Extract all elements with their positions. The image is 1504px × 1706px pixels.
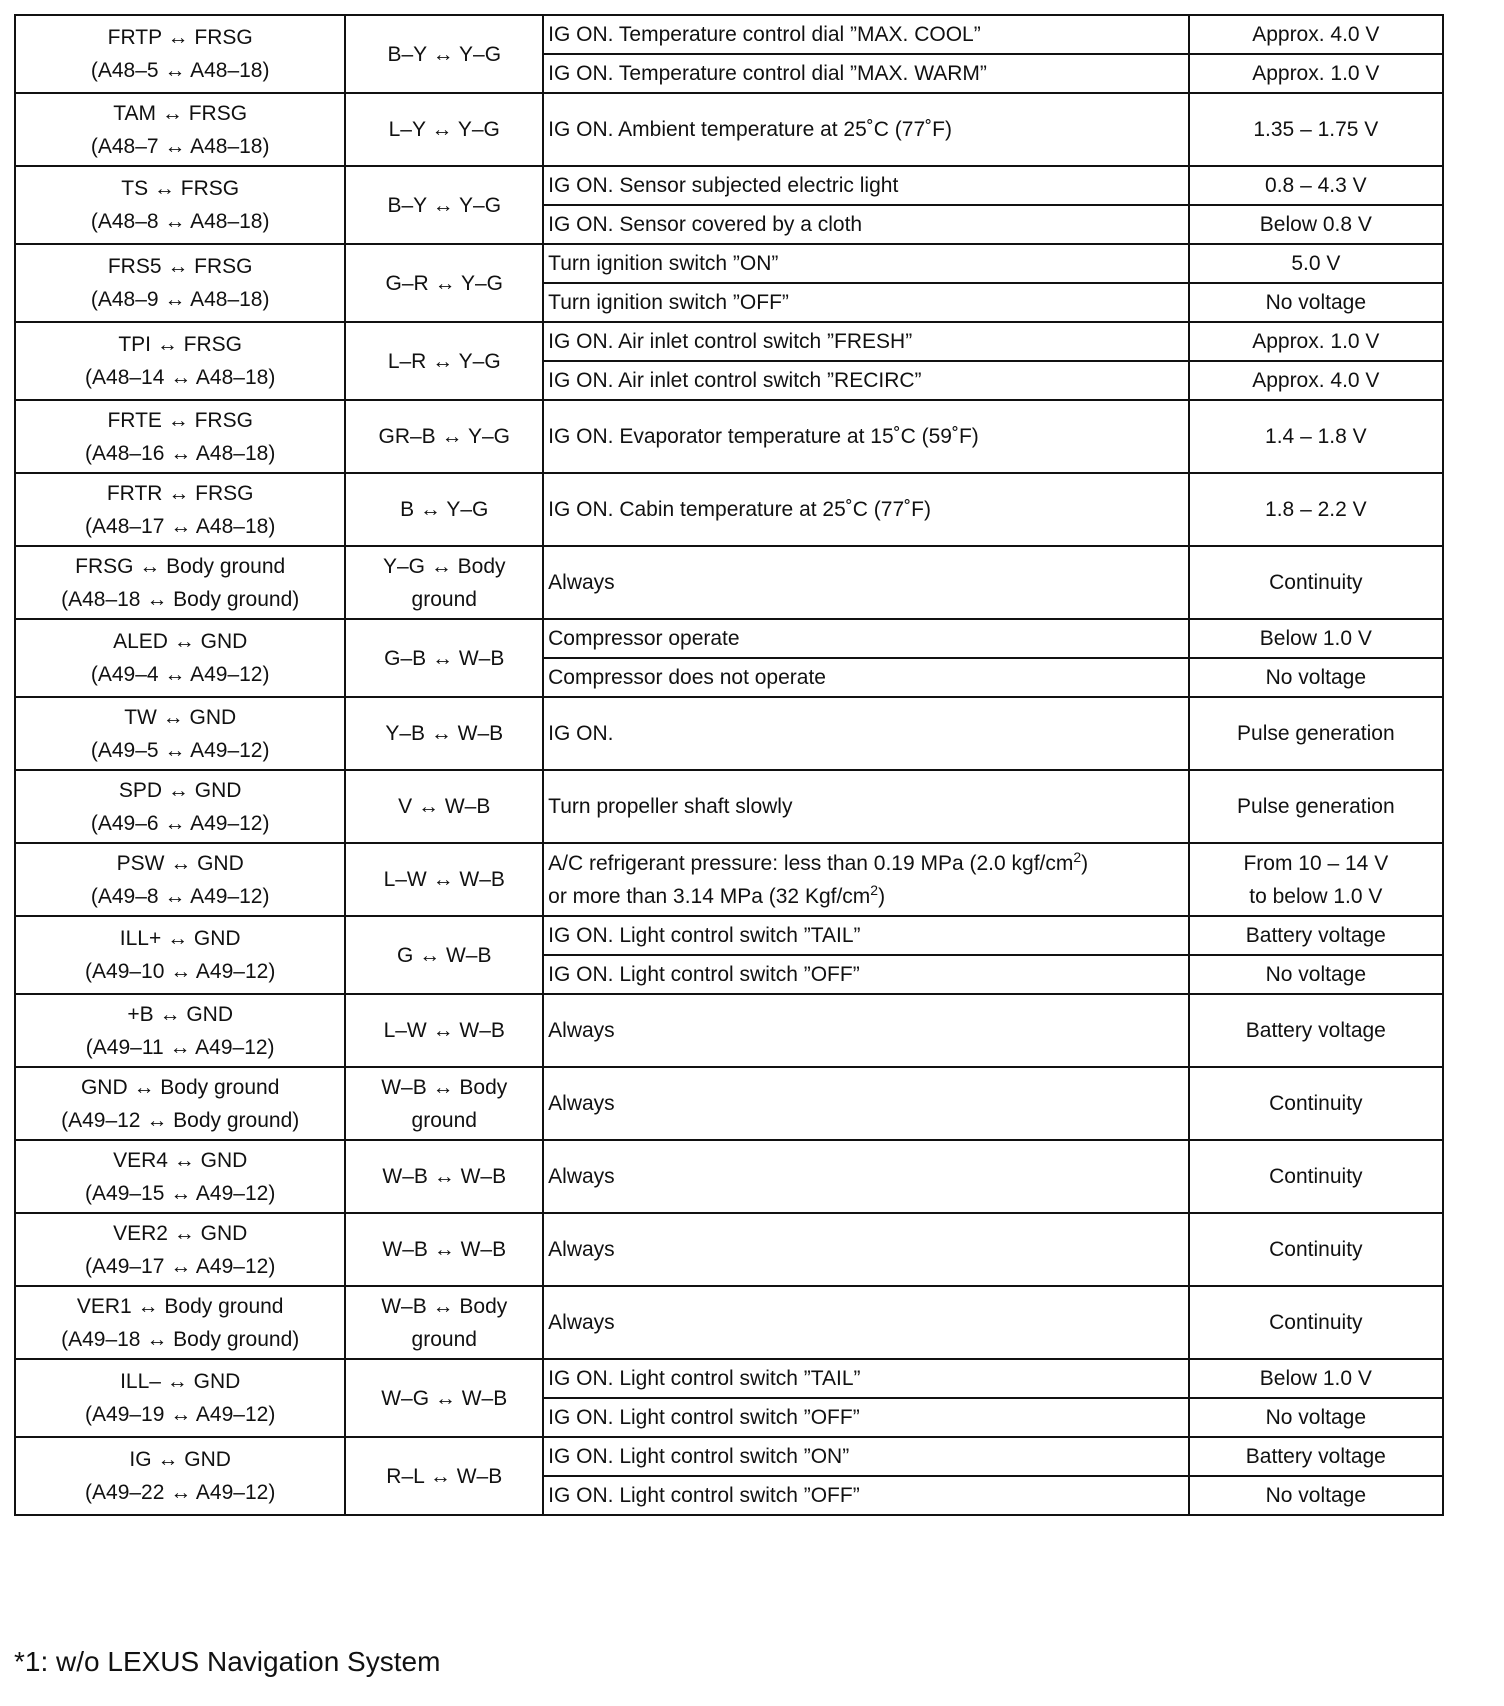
terminal-name: VER4 ↔ GND	[113, 1148, 248, 1172]
specified-condition-cell: Continuity	[1189, 1286, 1443, 1359]
terminal-name: FRSG ↔ Body ground	[75, 554, 286, 578]
specified-condition-cell: Continuity	[1189, 1213, 1443, 1286]
terminal-cell	[15, 400, 345, 473]
specified-condition-cell: 1.8 – 2.2 V	[1189, 473, 1443, 546]
terminal-voltage-table	[14, 14, 1444, 1516]
condition-text: or more than 3.14 MPa (32 Kgf/cm	[548, 884, 871, 908]
wire-color-cell: V ↔ W–B	[345, 770, 543, 843]
terminal-pins: (A49–11 ↔ A49–12)	[85, 1035, 275, 1059]
wire-color-cell: L–R ↔ Y–G	[345, 322, 543, 400]
condition-cell: IG ON. Light control switch ”OFF”	[543, 955, 1189, 994]
wire-color-cell: L–W ↔ W–B	[345, 994, 543, 1067]
condition-cell: Always	[543, 1286, 1189, 1359]
condition-cell: Turn ignition switch ”ON”	[543, 244, 1189, 283]
terminal-name: FRTE ↔ FRSG	[107, 408, 253, 432]
terminal-cell	[15, 166, 345, 244]
specified-condition-cell: Continuity	[1189, 546, 1443, 619]
wire-color-cell: B ↔ Y–G	[345, 473, 543, 546]
specified-condition-cell	[1189, 843, 1443, 916]
terminal-pins: (A48–9 ↔ A48–18)	[90, 288, 270, 311]
table-row	[15, 15, 1443, 54]
condition-cell: Always	[543, 1140, 1189, 1213]
wire-color-cell: G–B ↔ W–B	[345, 619, 543, 697]
condition-cell: IG ON. Light control switch ”OFF”	[543, 1398, 1189, 1437]
condition-line	[548, 847, 1184, 880]
specified-condition-cell: No voltage	[1189, 283, 1443, 322]
terminal-pins: (A48–16 ↔ A48–18)	[85, 441, 276, 465]
condition-cell: IG ON. Air inlet control switch ”FRESH”	[543, 322, 1189, 361]
terminal-name: SPD ↔ GND	[118, 778, 242, 802]
table-row	[15, 770, 1443, 843]
specified-condition-cell: Approx. 1.0 V	[1189, 54, 1443, 93]
terminal-cell	[15, 15, 345, 93]
table-row	[15, 1067, 1443, 1140]
condition-text: )	[878, 884, 886, 908]
terminal-name: TAM ↔ FRSG	[113, 101, 248, 125]
table-row	[15, 843, 1443, 916]
terminal-cell	[15, 1359, 345, 1437]
table-row	[15, 473, 1443, 546]
condition-text: A/C refrigerant pressure: less than 0.19 MPa (2.0 kgf/cm	[548, 851, 1074, 875]
specified-condition-cell: 1.4 – 1.8 V	[1189, 400, 1443, 473]
specified-condition-cell: No voltage	[1189, 955, 1443, 994]
wire-color-cell: Y–B ↔ W–B	[345, 697, 543, 770]
terminal-pins: (A49–17 ↔ A49–12)	[85, 1254, 276, 1278]
table-row	[15, 1437, 1443, 1476]
condition-cell: IG ON.	[543, 697, 1189, 770]
terminal-name: ILL– ↔ GND	[120, 1370, 241, 1393]
specified-condition-cell: Pulse generation	[1189, 770, 1443, 843]
terminal-cell	[15, 1140, 345, 1213]
superscript: 2	[870, 881, 879, 898]
terminal-name: GND ↔ Body ground	[80, 1075, 280, 1099]
condition-cell: Turn propeller shaft slowly	[543, 770, 1189, 843]
table-row	[15, 93, 1443, 166]
terminal-pins: (A48–5 ↔ A48–18)	[90, 59, 270, 82]
condition-cell: Turn ignition switch ”OFF”	[543, 283, 1189, 322]
terminal-cell	[15, 843, 345, 916]
condition-cell: Compressor does not operate	[543, 658, 1189, 697]
spec-line: to below 1.0 V	[1249, 884, 1383, 908]
terminal-pins: (A49–4 ↔ A49–12)	[90, 663, 270, 686]
table-row	[15, 1286, 1443, 1359]
table-row	[15, 1213, 1443, 1286]
condition-cell: Always	[543, 1067, 1189, 1140]
specified-condition-cell: Continuity	[1189, 1140, 1443, 1213]
spec-line: From 10 – 14 V	[1243, 851, 1389, 875]
terminal-pins: (A49–19 ↔ A49–12)	[85, 1403, 276, 1426]
condition-cell: Always	[543, 1213, 1189, 1286]
footnote: *1: w/o LEXUS Navigation System	[14, 1646, 441, 1677]
specified-condition-cell: Approx. 4.0 V	[1189, 361, 1443, 400]
specified-condition-cell: Below 1.0 V	[1189, 619, 1443, 658]
terminal-cell	[15, 546, 345, 619]
condition-cell: Always	[543, 546, 1189, 619]
specified-condition-cell: Approx. 4.0 V	[1189, 15, 1443, 54]
terminal-cell	[15, 770, 345, 843]
wire-color-cell: Y–G ↔ Body ground	[345, 546, 543, 619]
condition-cell: IG ON. Light control switch ”OFF”	[543, 1476, 1189, 1515]
specified-condition-cell: 1.35 – 1.75 V	[1189, 93, 1443, 166]
terminal-name: TS ↔ FRSG	[121, 177, 240, 200]
condition-cell: Compressor operate	[543, 619, 1189, 658]
specified-condition-cell: No voltage	[1189, 1476, 1443, 1515]
terminal-name: FRS5 ↔ FRSG	[107, 255, 253, 278]
terminal-pins: (A49–22 ↔ A49–12)	[85, 1481, 276, 1504]
terminal-pins: (A49–18 ↔ Body ground)	[61, 1327, 300, 1351]
terminal-name: IG ↔ GND	[129, 1448, 231, 1471]
specified-condition-cell: Approx. 1.0 V	[1189, 322, 1443, 361]
wire-color-cell: W–G ↔ W–B	[345, 1359, 543, 1437]
wire-color-cell: W–B ↔ Body ground	[345, 1067, 543, 1140]
terminal-pins: (A49–15 ↔ A49–12)	[85, 1181, 276, 1205]
terminal-pins: (A49–6 ↔ A49–12)	[90, 811, 270, 835]
wire-color-cell: G ↔ W–B	[345, 916, 543, 994]
terminal-name: ILL+ ↔ GND	[119, 927, 241, 950]
condition-cell: IG ON. Light control switch ”TAIL”	[543, 1359, 1189, 1398]
wire-color-cell: G–R ↔ Y–G	[345, 244, 543, 322]
terminal-pins: (A49–12 ↔ Body ground)	[61, 1108, 300, 1132]
superscript: 2	[1073, 848, 1082, 865]
terminal-cell	[15, 1437, 345, 1515]
terminal-pins: (A48–7 ↔ A48–18)	[90, 134, 270, 158]
table-row	[15, 322, 1443, 361]
terminal-cell	[15, 1213, 345, 1286]
terminal-name: VER1 ↔ Body ground	[76, 1294, 284, 1318]
table-row	[15, 244, 1443, 283]
specified-condition-cell: Continuity	[1189, 1067, 1443, 1140]
table-row	[15, 546, 1443, 619]
specified-condition-cell: Battery voltage	[1189, 916, 1443, 955]
condition-cell: IG ON. Light control switch ”ON”	[543, 1437, 1189, 1476]
condition-cell: IG ON. Sensor subjected electric light	[543, 166, 1189, 205]
terminal-cell	[15, 1286, 345, 1359]
terminal-cell	[15, 473, 345, 546]
condition-cell: Always	[543, 994, 1189, 1067]
condition-cell	[543, 843, 1189, 916]
terminal-name: FRTR ↔ FRSG	[106, 481, 254, 505]
condition-cell: IG ON. Ambient temperature at 25˚C (77˚F)	[543, 93, 1189, 166]
terminal-cell	[15, 244, 345, 322]
table-row	[15, 1359, 1443, 1398]
wire-color-cell: B–Y ↔ Y–G	[345, 15, 543, 93]
condition-cell: IG ON. Light control switch ”TAIL”	[543, 916, 1189, 955]
condition-cell: IG ON. Cabin temperature at 25˚C (77˚F)	[543, 473, 1189, 546]
terminal-name: PSW ↔ GND	[116, 851, 244, 875]
specified-condition-cell: Below 1.0 V	[1189, 1359, 1443, 1398]
specified-condition-cell: No voltage	[1189, 1398, 1443, 1437]
wire-color-cell: W–B ↔ Body ground	[345, 1286, 543, 1359]
terminal-name: ALED ↔ GND	[113, 630, 248, 653]
specified-condition-cell: 0.8 – 4.3 V	[1189, 166, 1443, 205]
condition-cell: IG ON. Temperature control dial ”MAX. COOL”	[543, 15, 1189, 54]
terminal-pins: (A49–10 ↔ A49–12)	[85, 960, 276, 983]
specified-condition-cell: Pulse generation	[1189, 697, 1443, 770]
condition-cell: IG ON. Sensor covered by a cloth	[543, 205, 1189, 244]
terminal-cell	[15, 619, 345, 697]
terminal-name: VER2 ↔ GND	[113, 1221, 248, 1245]
table-row	[15, 619, 1443, 658]
wire-color-cell: L–Y ↔ Y–G	[345, 93, 543, 166]
terminal-cell	[15, 697, 345, 770]
wire-color-cell: B–Y ↔ Y–G	[345, 166, 543, 244]
terminal-name: FRTP ↔ FRSG	[107, 26, 253, 49]
terminal-cell	[15, 322, 345, 400]
wire-color-cell: R–L ↔ W–B	[345, 1437, 543, 1515]
terminal-name: +B ↔ GND	[127, 1002, 233, 1026]
table-row	[15, 697, 1443, 770]
condition-line	[548, 880, 1184, 913]
terminal-pins: (A48–17 ↔ A48–18)	[85, 514, 276, 538]
terminal-cell	[15, 916, 345, 994]
wire-color-cell: L–W ↔ W–B	[345, 843, 543, 916]
specified-condition-cell: No voltage	[1189, 658, 1443, 697]
terminal-name: TW ↔ GND	[124, 705, 237, 729]
wire-color-cell: W–B ↔ W–B	[345, 1140, 543, 1213]
terminal-cell	[15, 93, 345, 166]
terminal-pins: (A48–14 ↔ A48–18)	[85, 366, 276, 389]
wire-color-cell: GR–B ↔ Y–G	[345, 400, 543, 473]
condition-cell: IG ON. Air inlet control switch ”RECIRC”	[543, 361, 1189, 400]
terminal-cell	[15, 994, 345, 1067]
specified-condition-cell: Below 0.8 V	[1189, 205, 1443, 244]
condition-text: )	[1081, 851, 1089, 875]
specified-condition-cell: Battery voltage	[1189, 1437, 1443, 1476]
table-row	[15, 994, 1443, 1067]
condition-cell: IG ON. Evaporator temperature at 15˚C (59˚F)	[543, 400, 1189, 473]
table-row	[15, 400, 1443, 473]
condition-cell: IG ON. Temperature control dial ”MAX. WARM”	[543, 54, 1189, 93]
terminal-cell	[15, 1067, 345, 1140]
terminal-pins: (A48–18 ↔ Body ground)	[61, 587, 300, 611]
terminal-pins: (A49–8 ↔ A49–12)	[90, 884, 270, 908]
specified-condition-cell: Battery voltage	[1189, 994, 1443, 1067]
table-row	[15, 1140, 1443, 1213]
table-row	[15, 166, 1443, 205]
terminal-pins: (A49–5 ↔ A49–12)	[90, 738, 270, 762]
wire-color-cell: W–B ↔ W–B	[345, 1213, 543, 1286]
terminal-pins: (A48–8 ↔ A48–18)	[90, 210, 270, 233]
table-row	[15, 916, 1443, 955]
specified-condition-cell: 5.0 V	[1189, 244, 1443, 283]
terminal-name: TPI ↔ FRSG	[118, 333, 243, 356]
